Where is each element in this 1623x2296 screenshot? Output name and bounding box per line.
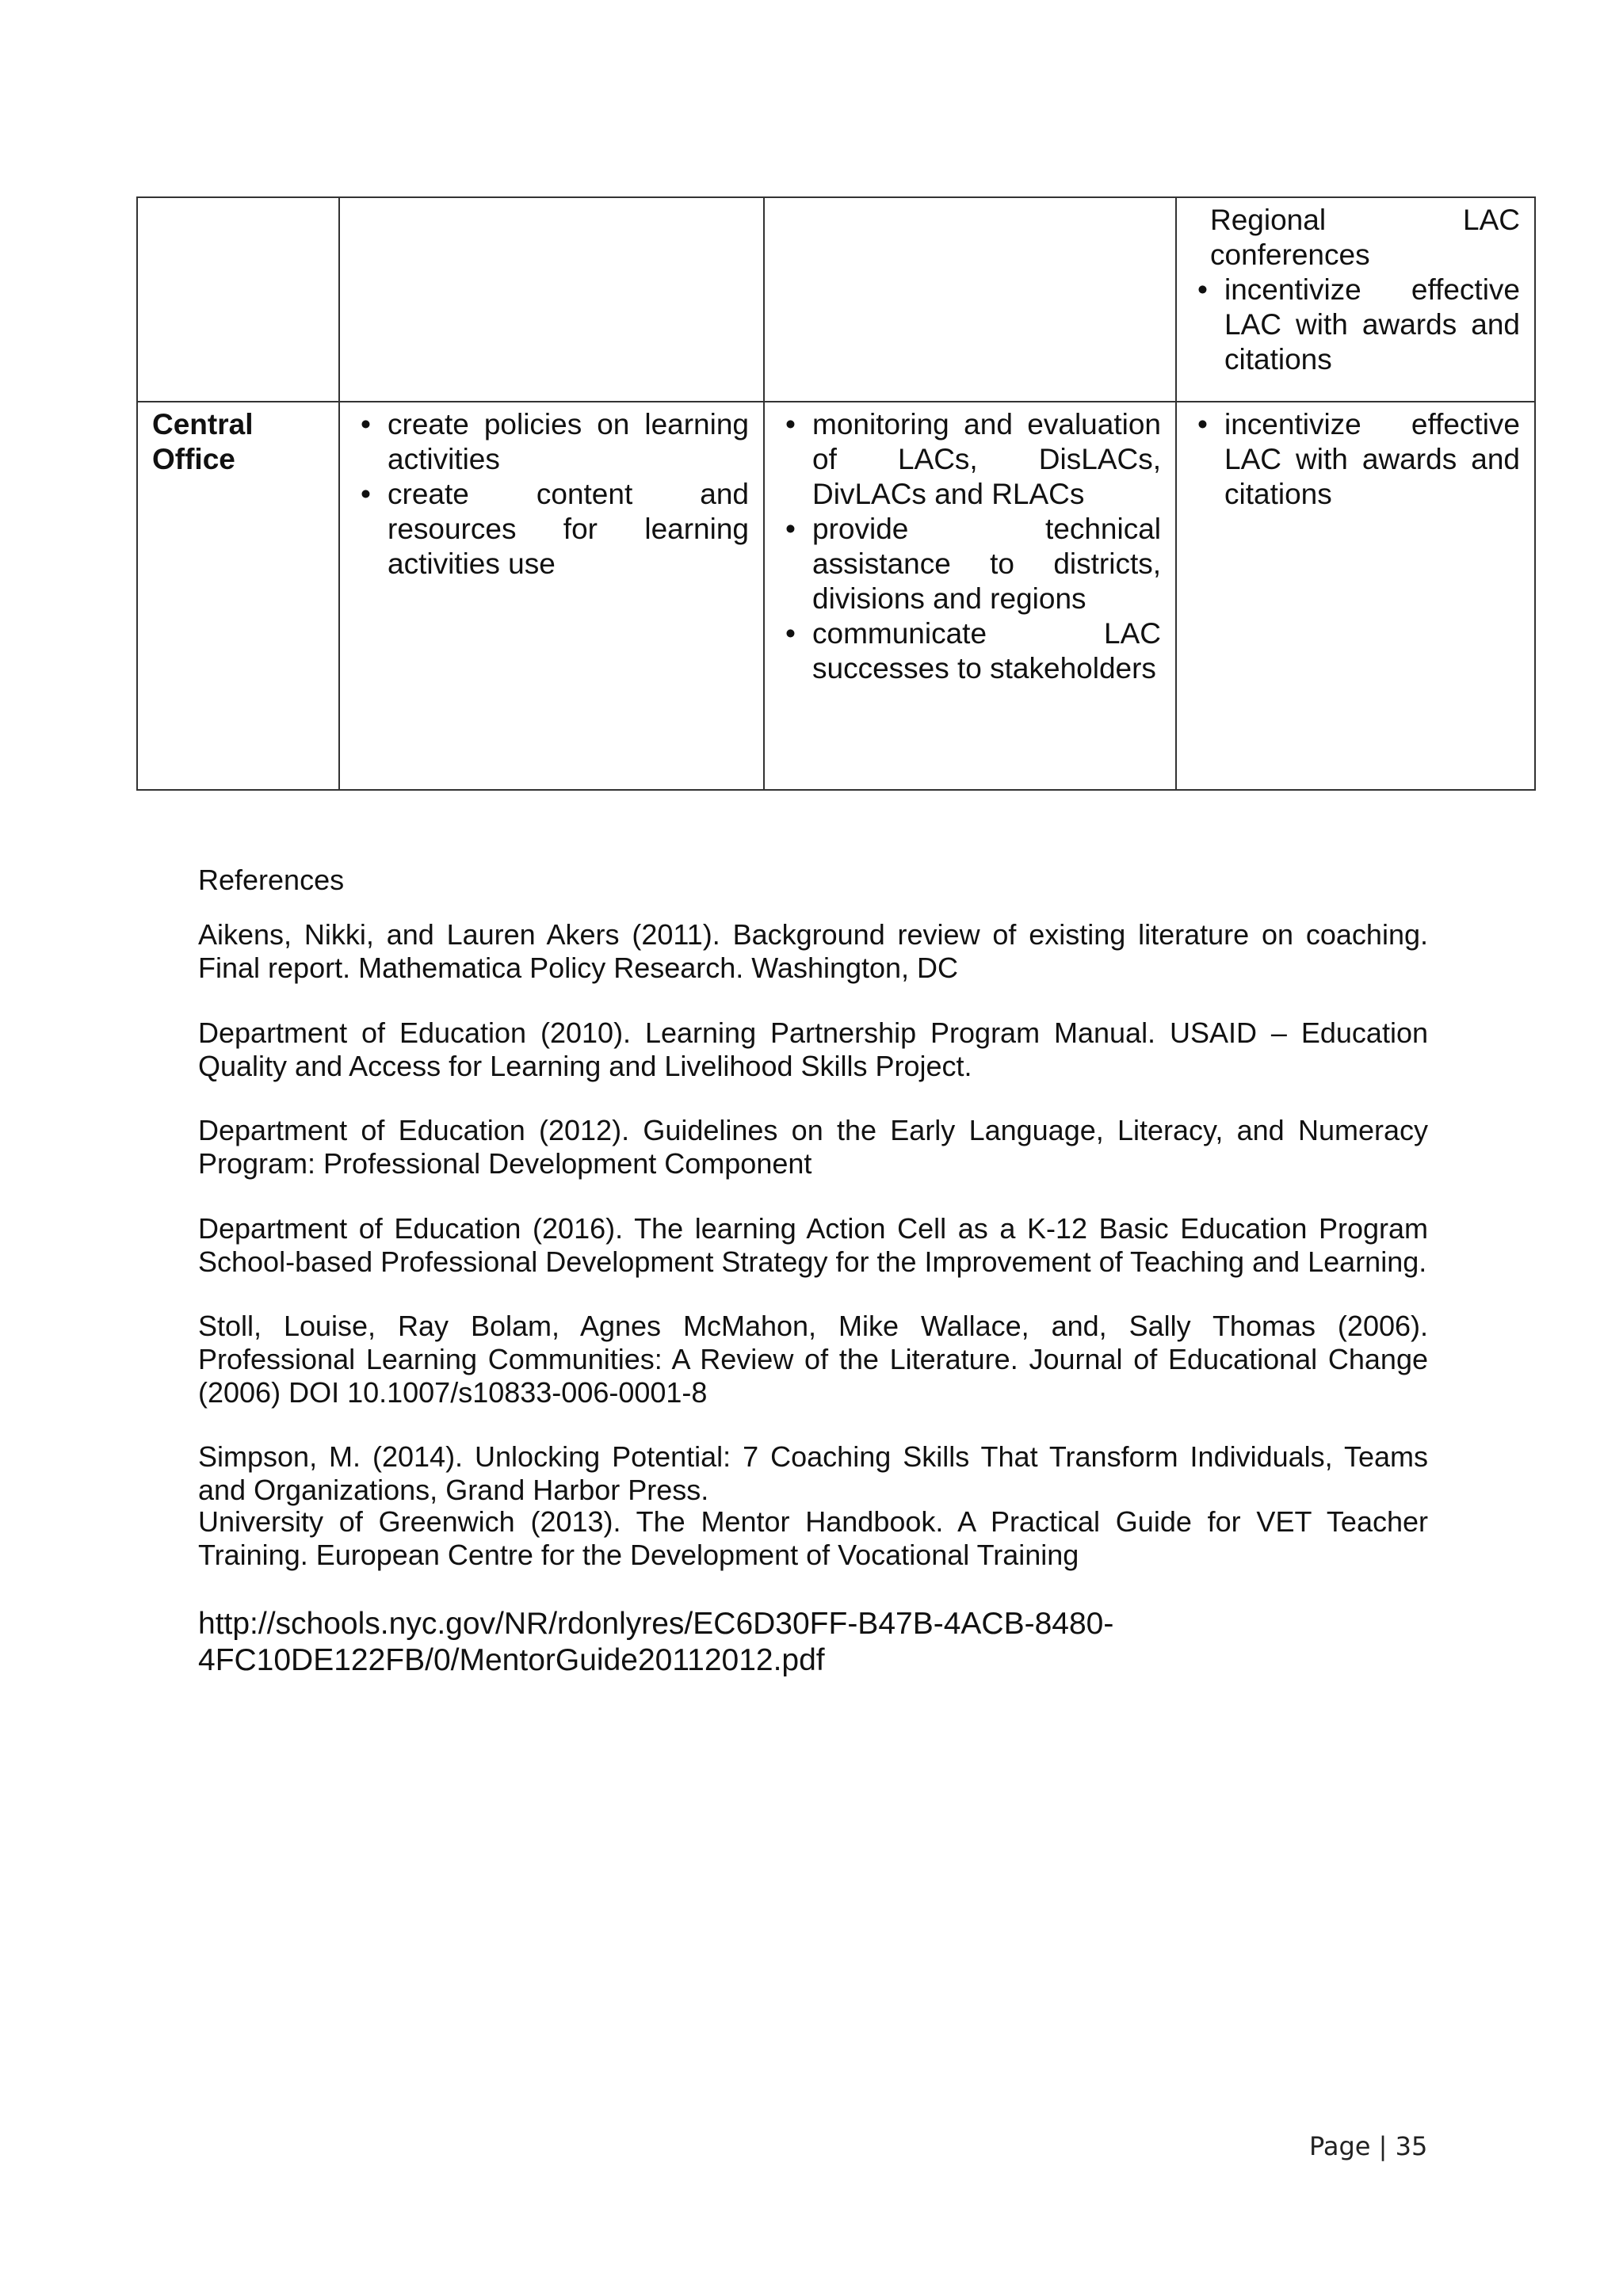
role-cell: Central Office [137,402,339,790]
table-row [137,197,1535,402]
table-row [137,402,1535,790]
reference-entry: Aikens, Nikki, and Lauren Akers (2011). Background review of existing literature on coaching. Final report. Mathematica Policy Research. Washington, DC [198,918,1428,984]
list-item: • create policies on learning activities [354,407,749,477]
table-cell-empty [764,197,1176,402]
responsibilities-table [136,196,1536,791]
list-item: • incentivize effective LAC with awards and citations [1191,407,1520,512]
cell-continuation-text: Regional LAC conferences [1210,204,1520,271]
bullet-list [779,407,1161,686]
bullet-list [1191,407,1520,512]
table-cell-incentives [1176,402,1535,790]
reference-entry: Department of Education (2012). Guidelines on the Early Language, Literacy, and Numeracy Program: Professional Development Component [198,1114,1428,1180]
table-cell-monitoring [764,402,1176,790]
bullet-list [1191,273,1520,377]
reference-url-line: http://schools.nyc.gov/NR/rdonlyres/EC6D30FF-B47B-4ACB-8480- [198,1607,1114,1641]
list-item: • incentivize effective LAC with awards and citations [1191,273,1520,377]
reference-entry: Stoll, Louise, Ray Bolam, Agnes McMahon, Mike Wallace, and, Sally Thomas (2006). Professional Learning Communities: A Review of the Literature. Journal of Educational Change (2006) DOI 10.1007/s10833-006-0001-8 [198,1310,1428,1409]
table-cell-empty [137,197,339,402]
table-cell-regional-actions [1176,197,1535,402]
page-number: Page | 35 [1309,2131,1428,2161]
table-cell-duties [339,402,764,790]
table-cell-empty [339,197,764,402]
reference-url-line: 4FC10DE122FB/0/MentorGuide20112012.pdf [198,1643,825,1677]
list-item: • communicate LAC successes to stakeholders [779,616,1161,686]
list-item: • provide technical assistance to districts, divisions and regions [779,512,1161,616]
reference-entry: University of Greenwich (2013). The Mentor Handbook. A Practical Guide for VET Teacher Training. European Centre for the Development of Vocational Training [198,1505,1428,1571]
reference-entry: Simpson, M. (2014). Unlocking Potential: 7 Coaching Skills That Transform Individuals, Teams and Organizations, Grand Harbor Press. [198,1440,1428,1506]
reference-entry: Department of Education (2010). Learning Partnership Program Manual. USAID – Education Quality and Access for Learning and Livelihood Skills Project. [198,1016,1428,1082]
list-item: • monitoring and evaluation of LACs, DisLACs, DivLACs and RLACs [779,407,1161,512]
reference-entry: Department of Education (2016). The learning Action Cell as a K-12 Basic Education Program School-based Professional Development Strategy for the Improvement of Teaching and Learning. [198,1212,1428,1278]
list-item: • create content and resources for learning activities use [354,477,749,582]
bullet-list [354,407,749,582]
references-heading: References [198,864,345,896]
